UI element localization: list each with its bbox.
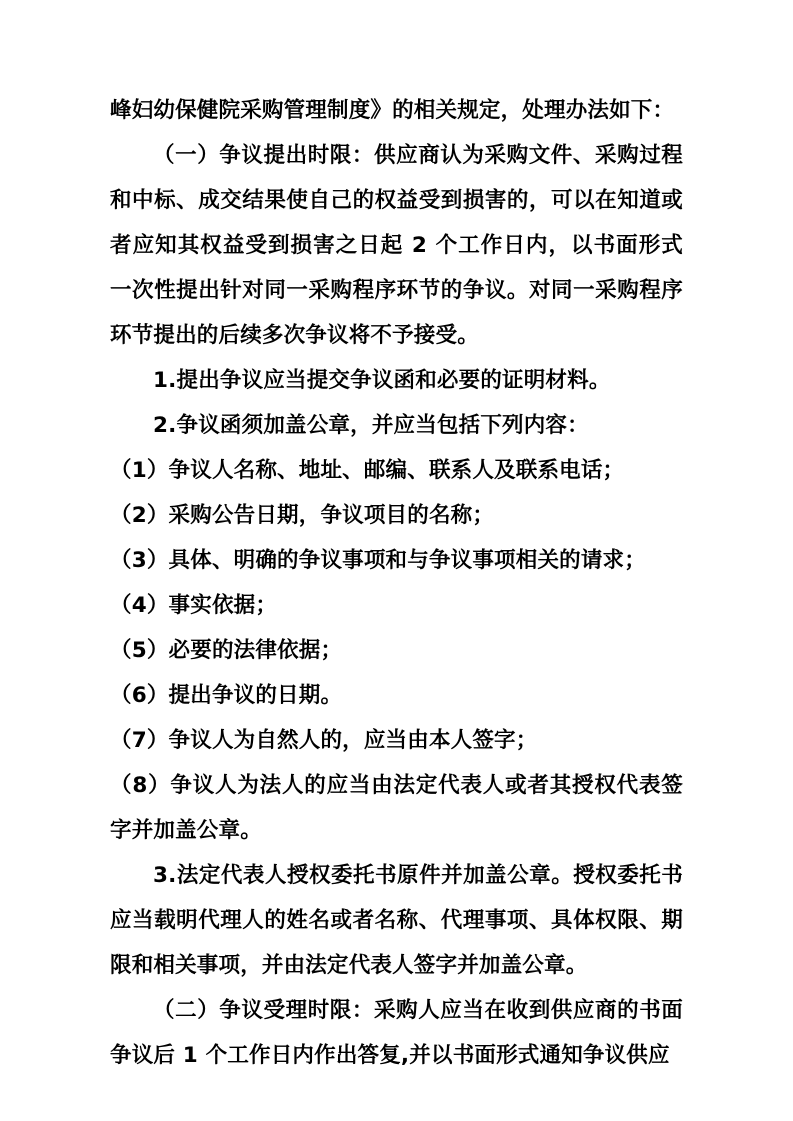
paragraph-item-2-6: （6）提出争议的日期。: [110, 683, 343, 708]
paragraph-item-2-8: （8）争议人为法人的应当由法定代表人或者其授权代表签字并加盖公章。: [110, 773, 683, 843]
paragraph-item-3: 3.法定代表人授权委托书原件并加盖公章。授权委托书应当载明代理人的姓名或者名称、代理事项、具体权限、期限和相关事项，并由法定代表人签字并加盖公章。: [110, 863, 683, 978]
paragraph-item-2-7: （7）争议人为自然人的，应当由本人签字；: [110, 728, 538, 753]
paragraph-item-2-1: （1）争议人名称、地址、邮编、联系人及联系电话；: [110, 458, 625, 483]
paragraph-section-2-heading: （二）争议受理时限：采购人应当在收到供应商的书面争议后 1 个工作日内作出答复,并以书面形式通知争议供应: [110, 998, 683, 1068]
paragraph-item-2-4: （4）事实依据；: [110, 593, 278, 618]
paragraph-item-1: 1.提出争议应当提交争议函和必要的证明材料。: [153, 368, 611, 393]
paragraph-item-2-3: （3）具体、明确的争议事项和与争议事项相关的请求；: [110, 548, 646, 573]
paragraph-item-2: 2.争议函须加盖公章，并应当包括下列内容：: [153, 413, 589, 438]
document-body: [110, 88, 683, 1078]
paragraph-item-2-2: （2）采购公告日期，争议项目的名称；: [110, 503, 495, 528]
paragraph-item-2-5: （5）必要的法律依据；: [110, 638, 343, 663]
paragraph-section-1-heading: （一）争议提出时限：供应商认为采购文件、采购过程和中标、成交结果使自己的权益受到损害的，可以在知道或者应知其权益受到损害之日起 2 个工作日内，以书面形式一次性提出针对同一采购程序环节的争议。对同一采购程序环节提出的后续多次争议将不予接受。: [110, 143, 683, 348]
paragraph-continued-line: 峰妇幼保健院采购管理制度》的相关规定，处理办法如下：: [110, 98, 675, 123]
